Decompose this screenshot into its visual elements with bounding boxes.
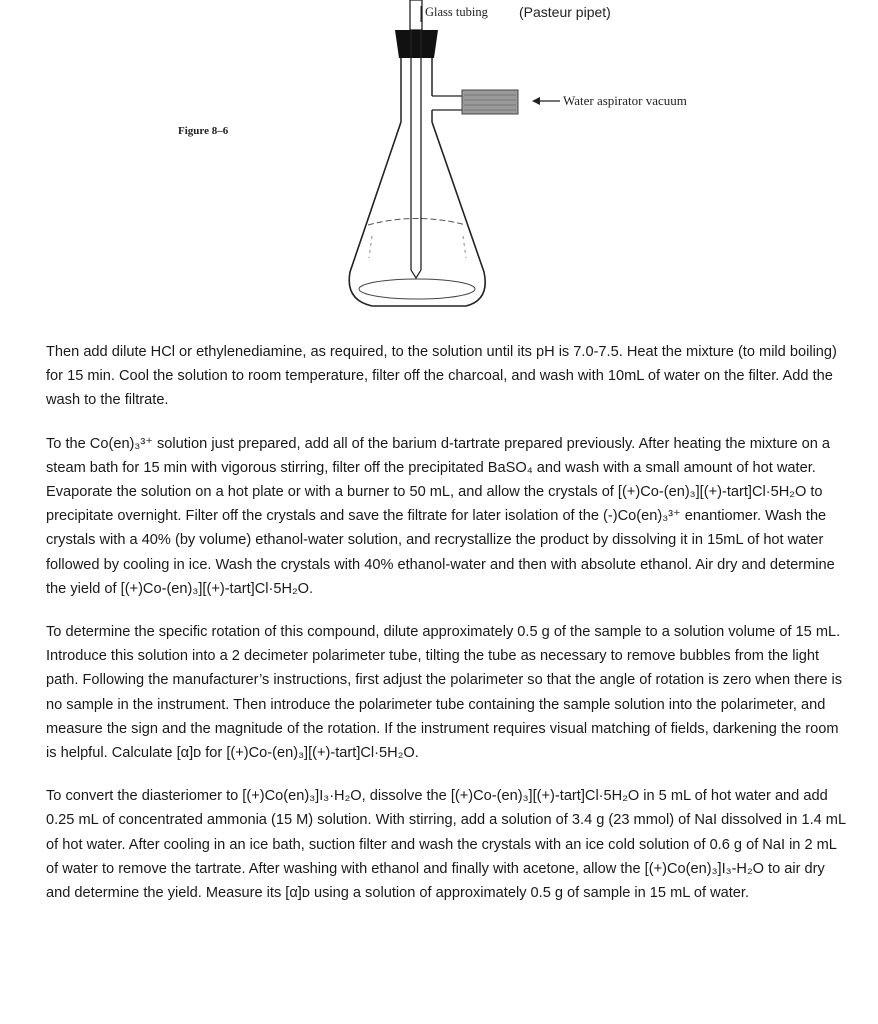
paragraph-specific-rotation: To determine the specific rotation of this compound, dilute approximately 0.5 g of the sample to a solution volume of 15 mL. Introduce this solution into a 2 decimeter polarimeter tube, tilting the tube as necessary to remove bubbles from the light path. Following the manufacturer’s instructions, first adjust the polarimeter so that the angle of rotation is zero when there is no sample in the instrument. Then introduce the polarimeter tube containing the sample solution into the polarimeter, and measure the sign and the magnitude of the rotation. If the instrument requires visual matching of fields, darkening the room is helpful. Calculate [α]ᴅ for [(+)Co-(en)₃][(+)-tart]Cl·5H₂O. (46, 624, 843, 762)
paragraph-diastereomer-conversion: To convert the diasteriomer to [(+)Co(en)₃]I₃·H₂O, dissolve the [(+)Co-(en)₃][(+)-tart]Cl·5H₂O in 5 mL of hot water and add 0.25 mL of concentrated ammonia (15 M) solution. With stirring, add a solution of 3.4 g (23 mmol) of NaI dissolved in 1.4 mL of hot water. After cooling in an ice bath, suction filter and wash the crystals with an ice cold solution of 0.6 g of NaI in 2 mL of water to remove the tartrate. After washing with ethanol and finally with acetone, allow the [(+)Co(en)₃]I₃-H₂O to air dry and determine the yield. Measure its [α]ᴅ using a solution of approximately 0.5 g of sample in 15 mL of water. (46, 788, 846, 902)
figure-caption: Figure 8–6 (178, 125, 229, 137)
glass-tubing-top (410, 0, 422, 30)
paragraph-ph-adjust: Then add dilute HCl or ethylenediamine, as required, to the solution until its pH is 7.0-7.5. Heat the mixture (to mild boiling) for 15 min. Cool the solution to room temperature, filter off the charcoal, and wash with 10mL of water on the filter. Add the wash to the filtrate. (46, 344, 837, 409)
pasteur-pipet-label: (Pasteur pipet) (519, 4, 611, 20)
paragraph-barium-tartrate: To the Co(en)₃³⁺ solution just prepared, add all of the barium d-tartrate prepared previously. After heating the mixture on a steam bath for 15 min with vigorous stirring, filter off the precipitated BaSO₄ and wash with a small amount of hot water. Evaporate the solution on a hot plate or with a burner to 50 mL, and allow the crystals of [(+)Co-(en)₃][(+)-tart]Cl·5H₂O to precipitate overnight. Filter off the crystals and save the filtrate for later isolation of the (-)Co(en)₃³⁺ enantiomer. Wash the crystals with a 40% (by volume) ethanol-water solution, and recrystallize the product by dissolving it in 15mL of hot water followed by cooling in ice. Wash the crystals with 40% ethanol-water and then with absolute ethanol. Air dry and determine the yield of [(+)Co-(en)₃][(+)-tart]Cl·5H₂O. (46, 435, 835, 597)
rubber-stopper (395, 30, 438, 58)
water-aspirator-label: Water aspirator vacuum (563, 93, 687, 108)
flask-body (349, 122, 485, 306)
liquid-level (368, 219, 466, 226)
filter-flask-drawing (0, 0, 878, 330)
filter-flask-figure (0, 0, 878, 330)
glass-tubing-label: Glass tubing (425, 5, 488, 19)
procedure-text (46, 340, 846, 924)
